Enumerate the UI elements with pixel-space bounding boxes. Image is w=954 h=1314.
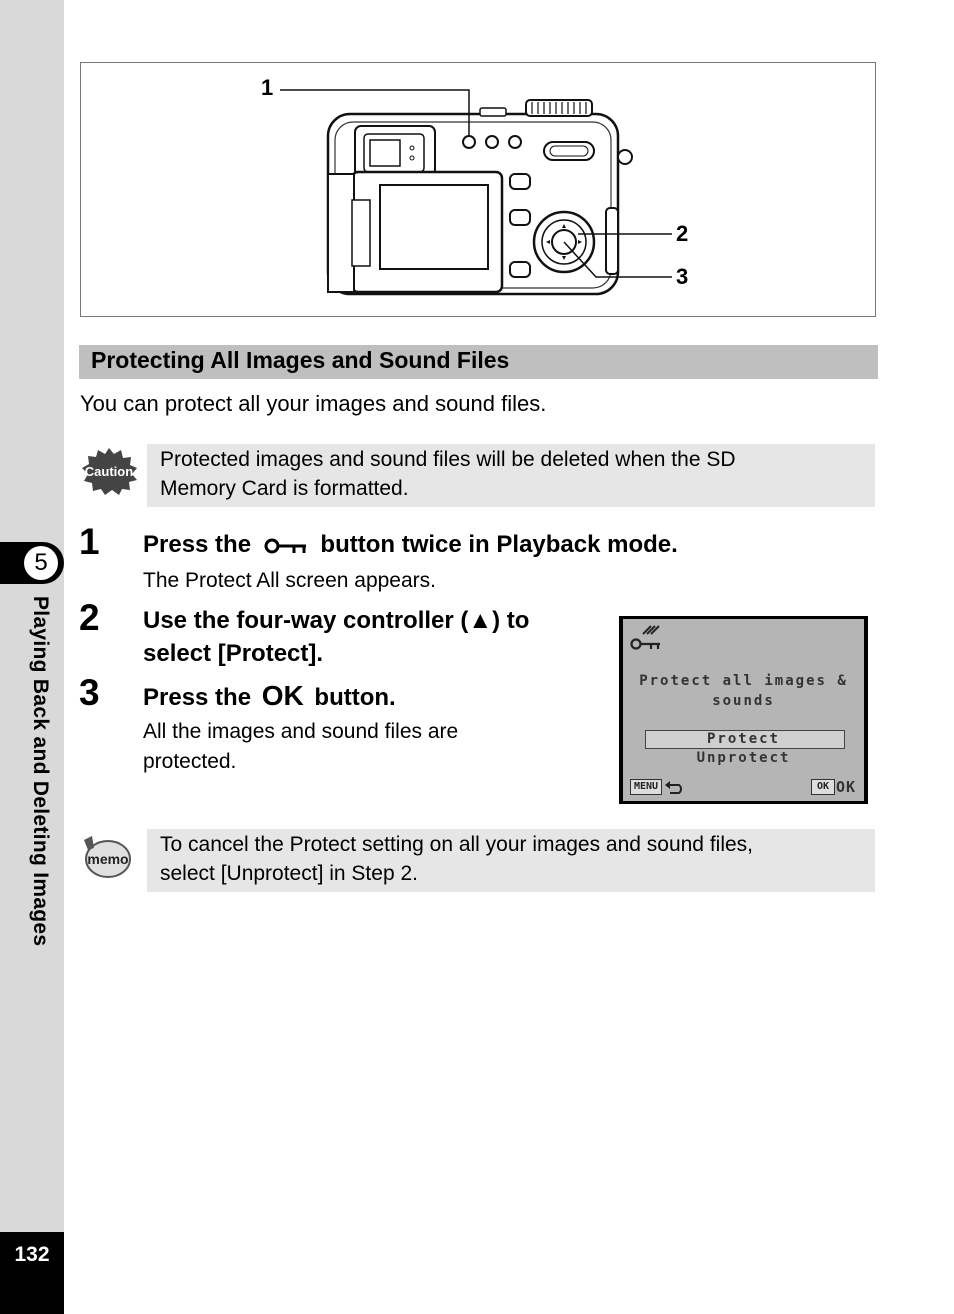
step-1-number: 1 — [79, 521, 100, 562]
chapter-title: Playing Back and Deleting Images — [29, 596, 52, 947]
caution-text — [160, 445, 860, 503]
caution-icon — [80, 447, 138, 495]
lcd-message-line2: sounds — [712, 693, 775, 709]
chapter-number: 5 — [24, 546, 58, 580]
page-number: 132 — [14, 1243, 50, 1266]
step-3-number: 3 — [79, 672, 100, 713]
memo-icon-label: memo — [87, 851, 129, 867]
section-title: Protecting All Images and Sound Files — [91, 347, 510, 373]
step-1-body: The Protect All screen appears. — [143, 569, 436, 592]
caution-icon-label: Caution — [84, 464, 134, 479]
caution-text-line1: Protected images and sound files will be deleted when the SD — [160, 448, 736, 471]
step-3-body-line2: protected. — [143, 750, 237, 773]
memo-icon — [80, 834, 132, 880]
step-2-title-line2: select [Protect]. — [143, 640, 324, 667]
step-1-title — [143, 528, 678, 561]
step-3-body — [143, 717, 458, 777]
lcd-message-line1: Protect all images & — [639, 673, 848, 689]
lcd-menu-key: MENU — [630, 779, 662, 795]
step-3-title-start: Press the — [143, 684, 252, 711]
protect-key-icon — [264, 537, 308, 555]
memo-text-line1: To cancel the Protect setting on all your images and sound files, — [160, 833, 754, 856]
back-arrow-icon — [664, 779, 686, 795]
callout-3: 3 — [676, 264, 689, 289]
step-3-body-line1: All the images and sound files are — [143, 720, 459, 743]
caution-text-line2: Memory Card is formatted. — [160, 477, 409, 500]
callout-2: 2 — [676, 221, 689, 246]
section-intro: You can protect all your images and sound files. — [80, 391, 547, 416]
camera-illustration — [80, 62, 876, 317]
lcd-ok-label: OK — [836, 778, 857, 796]
step-2-title — [143, 604, 529, 670]
lcd-option-unprotect: Unprotect — [696, 750, 791, 766]
step-2-number: 2 — [79, 597, 100, 638]
step-1-title-end: button twice in Playback mode. — [320, 531, 678, 558]
callout-1: 1 — [261, 75, 274, 100]
step-3-title — [143, 679, 396, 714]
memo-text-line2: select [Unprotect] in Step 2. — [160, 862, 418, 885]
memo-text — [160, 830, 860, 888]
ok-button-icon: OK — [261, 680, 304, 711]
lcd-option-protect: Protect — [706, 731, 780, 747]
step-3-title-end: button. — [314, 684, 396, 711]
protect-key-icon — [629, 624, 663, 652]
step-2-title-line1: Use the four-way controller (▲) to — [143, 607, 530, 634]
step-1-title-start: Press the — [143, 531, 252, 558]
lcd-ok-key: OK — [811, 779, 835, 795]
